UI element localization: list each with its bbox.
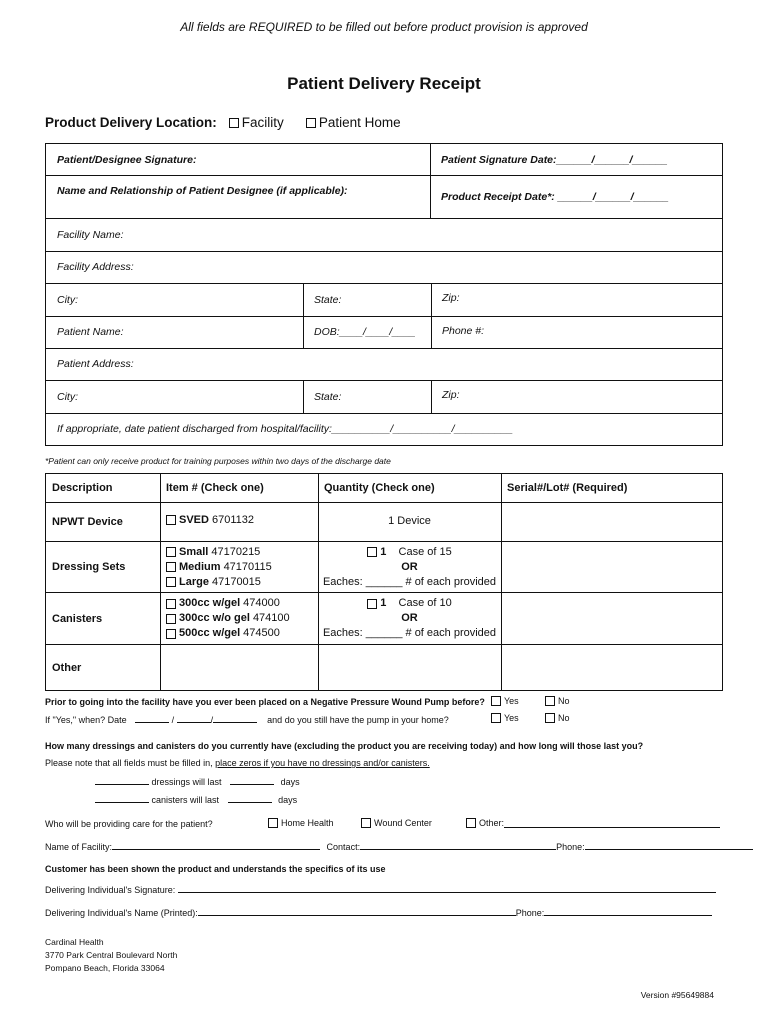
care-wound-center[interactable]: Wound Center — [361, 818, 432, 828]
care-home-health[interactable]: Home Health — [268, 818, 334, 828]
customer-shown-statement: Customer has been shown the product and understands the specifics of its use — [45, 864, 386, 874]
canister-case[interactable]: 1 Case of 10 — [367, 596, 452, 611]
dressing-case[interactable]: 1 Case of 15 — [367, 545, 452, 560]
canister-300-nogel-checkbox[interactable] — [166, 614, 176, 624]
other-serial-field[interactable] — [501, 645, 722, 690]
q1b-yes[interactable]: Yes — [491, 713, 519, 723]
wound-center-checkbox[interactable] — [361, 818, 371, 828]
dressing-medium-checkbox[interactable] — [166, 562, 176, 572]
state-field[interactable]: State: — [314, 293, 342, 306]
city-field[interactable]: City: — [57, 293, 78, 306]
dressing-items — [160, 542, 318, 592]
state2-field[interactable]: State: — [314, 391, 342, 403]
canister-500-gel-checkbox[interactable] — [166, 629, 176, 639]
canister-300-gel-checkbox[interactable] — [166, 599, 176, 609]
phone-input[interactable] — [585, 841, 753, 850]
version-number: Version #95649884 — [640, 990, 714, 1000]
dressing-eaches[interactable]: Eaches: ______ # of each provided — [322, 575, 497, 588]
canisters-days-field[interactable] — [228, 794, 272, 803]
question-supply: How many dressings and canisters do you currently have (excluding the product you are receiving today) and how long will those last you? — [45, 741, 644, 751]
delivering-signature-line: Delivering Individual's Signature: — [45, 884, 716, 895]
header-serial: Serial#/Lot# (Required) — [507, 482, 628, 494]
question-npwp-before: Prior to going into the facility have you ever been placed on a Negative Pressure Wound Pump before? — [45, 697, 485, 707]
other-item-field[interactable] — [160, 645, 318, 690]
dressing-large-checkbox[interactable] — [166, 577, 176, 587]
q1b-yes-checkbox[interactable] — [491, 713, 501, 723]
supply-note: Please note that all fields must be filled in, place zeros if you have no dressings and/or canisters. — [45, 758, 430, 768]
canister-case-checkbox[interactable] — [367, 599, 377, 609]
dressing-large[interactable]: Large 47170015 — [166, 575, 261, 590]
canister-300-gel[interactable]: 300cc w/gel 474000 — [166, 596, 280, 611]
npwt-checkbox[interactable] — [166, 515, 176, 525]
facility-name-input[interactable] — [112, 841, 320, 850]
zip-field[interactable]: Zip: — [442, 291, 460, 304]
facility-contact-line: Name of Facility: Contact: Phone: — [45, 841, 753, 852]
when-year-field[interactable] — [213, 714, 257, 723]
delivery-location — [45, 115, 423, 130]
question-when: If "Yes," when? Date / / and do you still have the pump in your home? — [45, 715, 449, 725]
option-patient-home[interactable]: Patient Home — [306, 115, 401, 130]
dob-field[interactable]: DOB:____/____/____ — [314, 326, 416, 338]
signature-date-field[interactable]: Patient Signature Date:______/______/______ — [441, 153, 668, 166]
q1-yes-checkbox[interactable] — [491, 696, 501, 706]
option-facility[interactable]: Facility — [229, 115, 284, 130]
dressing-small[interactable]: Small 47170215 — [166, 545, 260, 560]
npwt-description: NPWT Device — [52, 515, 123, 528]
facility-checkbox[interactable] — [229, 118, 239, 128]
patient-name-field[interactable]: Patient Name: — [57, 326, 124, 338]
dressings-count-field[interactable] — [95, 776, 149, 785]
facility-address-field[interactable]: Facility Address: — [57, 261, 134, 273]
dressing-case-checkbox[interactable] — [367, 547, 377, 557]
city2-field[interactable]: City: — [57, 391, 78, 403]
other-description: Other — [52, 661, 82, 674]
canister-eaches[interactable]: Eaches: ______ # of each provided — [322, 627, 497, 639]
home-health-checkbox[interactable] — [268, 818, 278, 828]
npwt-item[interactable]: SVED 6701132 — [160, 502, 318, 538]
dressings-last-line: dressings will last days — [95, 776, 300, 787]
page-title: Patient Delivery Receipt — [287, 74, 481, 93]
delivering-name-input[interactable] — [198, 907, 516, 916]
q1-no-checkbox[interactable] — [545, 696, 555, 706]
patient-address-field[interactable]: Patient Address: — [57, 358, 134, 370]
q1b-no-checkbox[interactable] — [545, 713, 555, 723]
dressing-description: Dressing Sets — [52, 561, 126, 573]
dressing-medium[interactable]: Medium 47170115 — [166, 560, 272, 575]
discharge-footnote: *Patient can only receive product for training purposes within two days of the discharge date — [45, 456, 391, 466]
delivery-location-label: Product Delivery Location: — [45, 115, 217, 130]
canister-500-gel[interactable]: 500cc w/gel 474500 — [166, 626, 280, 641]
care-other[interactable]: Other: — [466, 818, 720, 828]
signature-field[interactable]: Patient/Designee Signature: — [57, 153, 197, 166]
delivering-name-line: Delivering Individual's Name (Printed): Phone: — [45, 907, 712, 918]
header-item: Item # (Check one) — [166, 482, 264, 494]
receipt-date-field[interactable]: Product Receipt Date*: ______/______/______ — [441, 190, 669, 203]
patient-info-block — [45, 143, 723, 446]
contact-input[interactable] — [360, 841, 556, 850]
when-month-field[interactable] — [135, 714, 169, 723]
header-description: Description — [52, 482, 113, 494]
canisters-count-field[interactable] — [95, 794, 149, 803]
canister-300-nogel[interactable]: 300cc w/o gel 474100 — [166, 611, 290, 626]
other-checkbox[interactable] — [466, 818, 476, 828]
canister-quantity: 1 Case of 10 OR Eaches: ______ # of each provided — [322, 597, 497, 639]
product-table — [45, 473, 723, 691]
canister-serial-field[interactable] — [501, 593, 722, 644]
dressings-days-field[interactable] — [230, 776, 274, 785]
phone-field[interactable]: Phone #: — [442, 325, 485, 337]
other-quantity-field[interactable] — [318, 645, 501, 690]
npwt-serial-field[interactable] — [501, 502, 722, 541]
required-notice: All fields are REQUIRED to be filled out before product provision is approved — [180, 20, 588, 34]
q1-yes[interactable]: Yes — [491, 696, 519, 706]
npwt-quantity: 1 Device — [388, 515, 431, 527]
other-care-field[interactable] — [504, 819, 720, 828]
discharge-date-field[interactable]: If appropriate, date patient discharged from hospital/facility:__________/__________/__________ — [57, 423, 513, 435]
q1-no[interactable]: No — [545, 696, 570, 706]
canister-items — [160, 593, 318, 644]
when-day-field[interactable] — [177, 714, 211, 723]
facility-name-field[interactable]: Facility Name: — [57, 229, 124, 241]
delivering-signature-input[interactable] — [178, 884, 716, 893]
dressing-small-checkbox[interactable] — [166, 547, 176, 557]
designee-field[interactable]: Name and Relationship of Patient Designee (if applicable): — [57, 185, 348, 197]
company-address: Cardinal Health 3770 Park Central Boulevard North Pompano Beach, Florida 33064 — [45, 937, 178, 973]
header-quantity: Quantity (Check one) — [324, 482, 435, 494]
dressing-serial-field[interactable] — [501, 542, 722, 592]
q1b-no[interactable]: No — [545, 713, 570, 723]
zip2-field[interactable]: Zip: — [442, 389, 460, 401]
question-caregiver: Who will be providing care for the patient? — [45, 819, 213, 829]
delivering-phone-input[interactable] — [544, 907, 712, 916]
canisters-last-line: canisters will last days — [95, 794, 297, 805]
dressing-quantity: 1 Case of 15 OR Eaches: ______ # of each provided — [322, 545, 497, 588]
patient-home-checkbox[interactable] — [306, 118, 316, 128]
canisters-description: Canisters — [52, 612, 103, 625]
